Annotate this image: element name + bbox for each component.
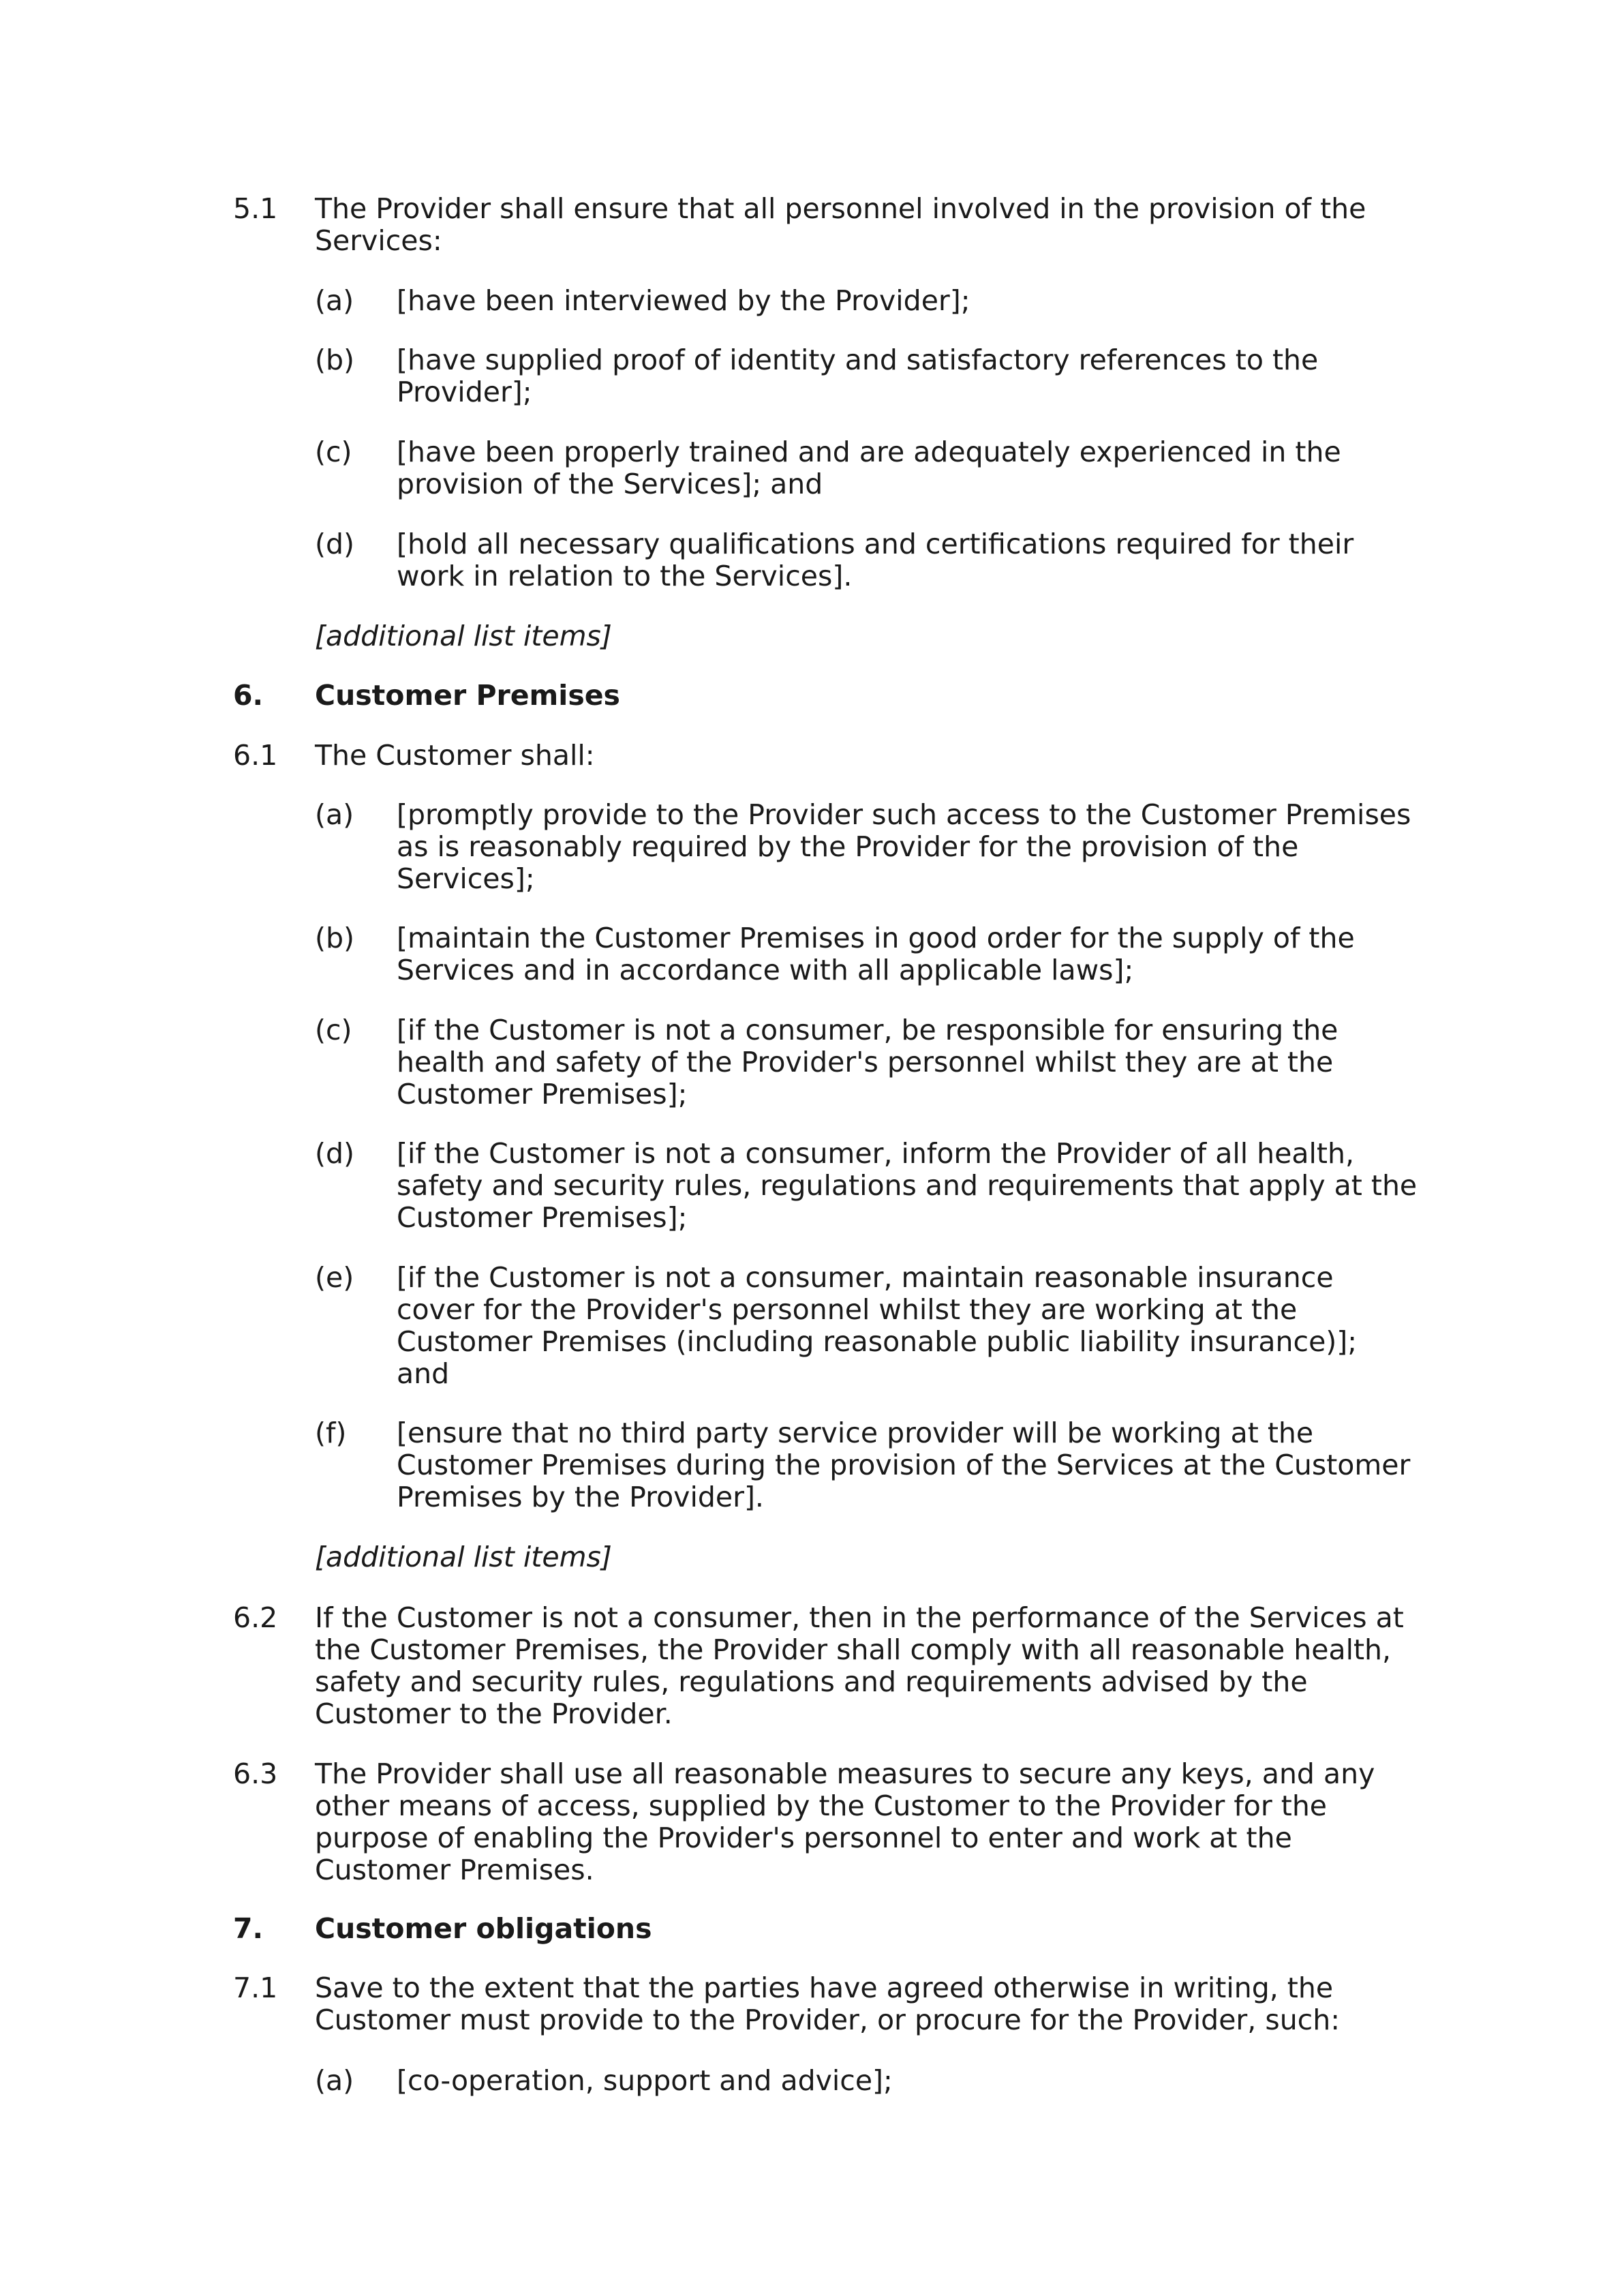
list-item-text-line: Customer Premises during the provision of the Services at the Customer (397, 1449, 1411, 1481)
list-item-text-line: [if the Customer is not a consumer, be responsible for ensuring the (397, 1014, 1338, 1046)
section-heading: Customer obligations (315, 1912, 652, 1945)
list-item-text-line: health and safety of the Provider's personnel whilst they are at the (397, 1046, 1334, 1078)
list-item-label: (a) (315, 284, 354, 317)
clause-text-line: purpose of enabling the Provider's personnel to enter and work at the (315, 1822, 1292, 1854)
clause-text-line: Customer to the Provider. (315, 1697, 673, 1730)
list-item-text-line: [if the Customer is not a consumer, maintain reasonable insurance (397, 1261, 1334, 1294)
list-item-text-line: Customer Premises (including reasonable public liability insurance)]; (397, 1325, 1358, 1358)
list-item-label: (e) (315, 1261, 354, 1294)
list-item-label: (c) (315, 436, 352, 468)
placeholder-note: [additional list items] (315, 1541, 612, 1573)
list-item-text-line: [have supplied proof of identity and satisfactory references to the (397, 344, 1319, 376)
list-item-label: (d) (315, 1137, 355, 1170)
list-item-label: (c) (315, 1014, 352, 1046)
list-item-text-line: Services]; (397, 862, 535, 895)
section-heading: Customer Premises (315, 679, 620, 712)
section-number: 6. (233, 679, 264, 712)
placeholder-note: [additional list items] (315, 620, 612, 652)
clause-text-line: other means of access, supplied by the Customer to the Provider for the (315, 1789, 1328, 1822)
list-item-text-line: [if the Customer is not a consumer, inform the Provider of all health, (397, 1137, 1354, 1170)
list-item-text-line: [maintain the Customer Premises in good order for the supply of the (397, 922, 1355, 954)
list-item-label: (d) (315, 528, 355, 560)
list-item-text-line: Customer Premises]; (397, 1201, 688, 1234)
clause-text-line: Save to the extent that the parties have agreed otherwise in writing, the (315, 1972, 1334, 2004)
clause-text-line: Services: (315, 224, 442, 257)
clause-number: 6.3 (233, 1757, 278, 1790)
clause-text-line: Customer Premises. (315, 1854, 594, 1886)
list-item-label: (a) (315, 2064, 354, 2097)
clause-number: 7.1 (233, 1972, 278, 2004)
list-item-label: (b) (315, 344, 355, 376)
list-item-text-line: as is reasonably required by the Provider for the provision of the (397, 830, 1299, 863)
clause-text-line: The Provider shall use all reasonable measures to secure any keys, and any (315, 1757, 1375, 1790)
list-item-text-line: Customer Premises]; (397, 1078, 688, 1111)
list-item-text-line: [have been interviewed by the Provider]; (397, 284, 970, 317)
clause-text-line: The Provider shall ensure that all personnel involved in the provision of the (315, 192, 1366, 225)
clause-text-line: safety and security rules, regulations and requirements advised by the (315, 1665, 1308, 1698)
clause-text-line: The Customer shall: (315, 739, 595, 772)
list-item-label: (b) (315, 922, 355, 954)
list-item-label: (a) (315, 798, 354, 831)
clause-text-line: the Customer Premises, the Provider shall comply with all reasonable health, (315, 1633, 1392, 1666)
list-item-text-line: [ensure that no third party service provider will be working at the (397, 1417, 1314, 1449)
clause-number: 6.2 (233, 1601, 278, 1634)
list-item-text-line: safety and security rules, regulations and requirements that apply at the (397, 1169, 1418, 1202)
list-item-text-line: Services and in accordance with all applicable laws]; (397, 954, 1134, 986)
list-item-text-line: [promptly provide to the Provider such access to the Customer Premises (397, 798, 1411, 831)
list-item-text-line: cover for the Provider's personnel whilst they are working at the (397, 1293, 1298, 1326)
list-item-text-line: and (397, 1357, 450, 1390)
list-item-text-line: [have been properly trained and are adequately experienced in the (397, 436, 1341, 468)
clause-number: 6.1 (233, 739, 278, 772)
clause-number: 5.1 (233, 192, 278, 225)
list-item-text-line: provision of the Services]; and (397, 468, 823, 500)
list-item-label: (f) (315, 1417, 347, 1449)
list-item-text-line: work in relation to the Services]. (397, 560, 853, 592)
list-item-text-line: [co-operation, support and advice]; (397, 2064, 893, 2097)
list-item-text-line: Provider]; (397, 376, 532, 408)
clause-text-line: Customer must provide to the Provider, or procure for the Provider, such: (315, 2004, 1341, 2036)
list-item-text-line: [hold all necessary qualifications and certifications required for their (397, 528, 1354, 560)
clause-text-line: If the Customer is not a consumer, then in the performance of the Services at (315, 1601, 1404, 1634)
list-item-text-line: Premises by the Provider]. (397, 1481, 764, 1513)
section-number: 7. (233, 1912, 264, 1945)
